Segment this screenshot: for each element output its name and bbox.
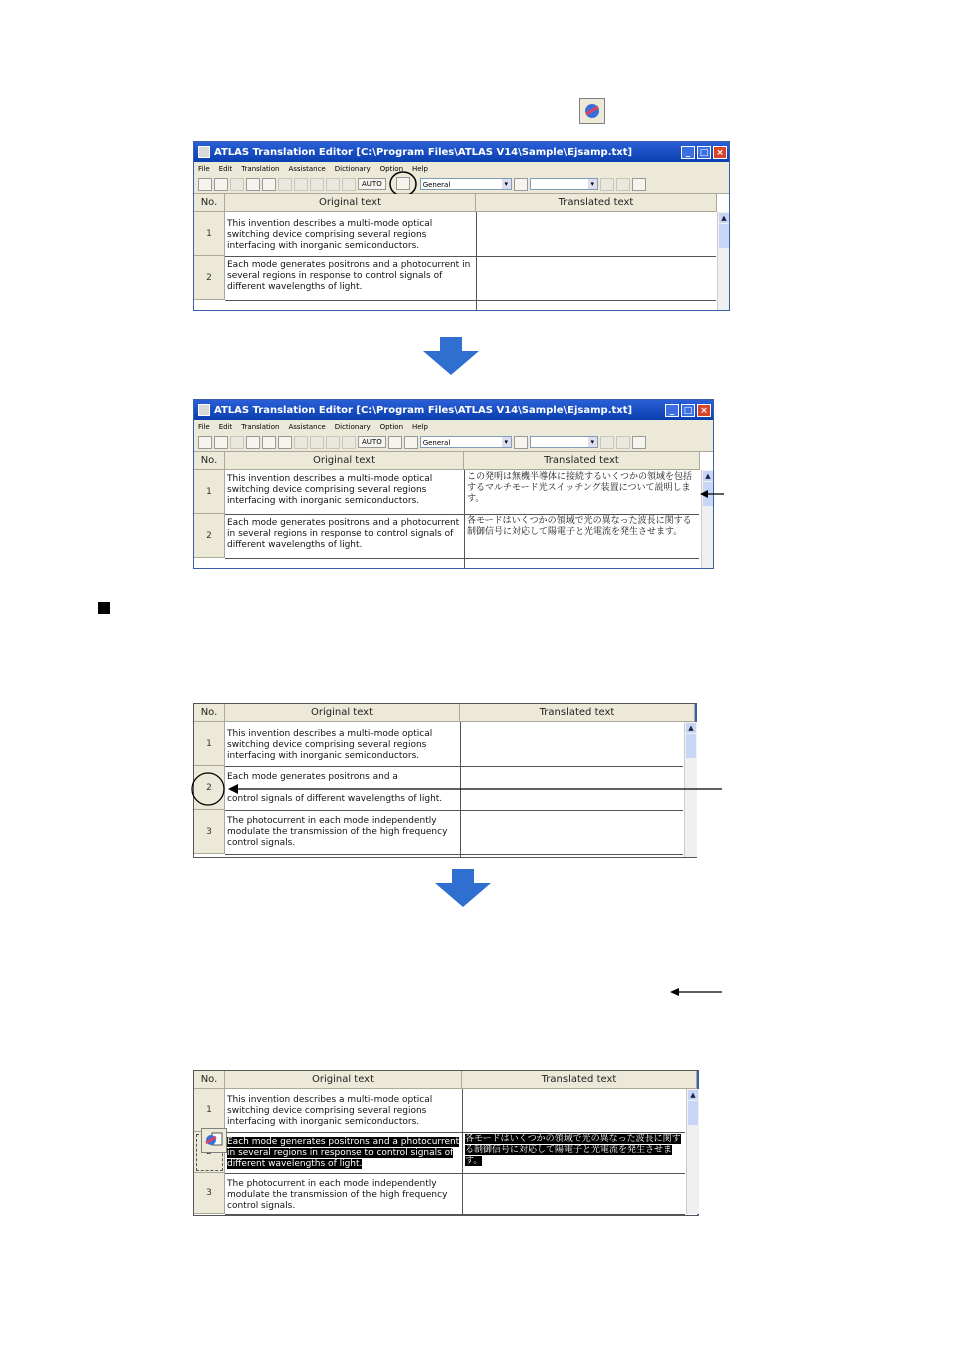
original-cell[interactable]: The photocurrent in each mode independently modulate the transmission of the high frequency control signals. xyxy=(227,1179,448,1211)
col-header-translated: Translated text xyxy=(476,194,717,212)
close-button[interactable]: × xyxy=(697,404,711,417)
original-line: control signals of different wavelengths of light. xyxy=(227,794,443,804)
menu-edit[interactable]: Edit xyxy=(218,164,233,173)
row-highlight-callout xyxy=(188,771,723,807)
col-header-no: No. xyxy=(194,452,225,470)
translated-cell[interactable] xyxy=(463,1173,685,1214)
menu-option[interactable]: Option xyxy=(379,164,404,173)
toolbar xyxy=(194,175,729,194)
translated-cell[interactable] xyxy=(477,212,715,256)
auto-button[interactable]: AUTO xyxy=(358,436,386,448)
menu-translation[interactable]: Translation xyxy=(241,164,280,173)
row-number[interactable]: 2 xyxy=(194,256,225,300)
original-cell[interactable]: Each mode generates positrons and a photocurrent in several regions in response to control signals of different wavelengths of light. xyxy=(227,260,471,292)
open-file-icon[interactable] xyxy=(214,436,228,449)
app-icon xyxy=(198,404,210,416)
paste-icon[interactable] xyxy=(326,178,340,191)
row-number[interactable]: 1 xyxy=(194,722,225,766)
original-cell[interactable]: This invention describes a multi-mode optical switching device comprising several regions interfacing with inorganic semiconductors. xyxy=(227,474,433,506)
minimize-button[interactable]: _ xyxy=(665,404,679,417)
undo-icon[interactable] xyxy=(278,436,292,449)
save-icon[interactable] xyxy=(230,178,244,191)
translated-selected-text: 各モードはいくつかの領域で光の異なった波長に関する制御信号に対応して陽電子と光電流を発生させます。 xyxy=(465,1134,681,1166)
col-header-original: Original text xyxy=(225,452,464,470)
col-header-original: Original text xyxy=(225,1071,462,1089)
col-header-no: No. xyxy=(194,194,225,212)
translated-cell[interactable] xyxy=(477,256,715,300)
original-cell[interactable]: This invention describes a multi-mode optical switching device comprising several regions interfacing with inorganic semiconductors. xyxy=(227,729,433,761)
callout-arrow-icon xyxy=(700,488,724,500)
cut-icon[interactable] xyxy=(294,436,308,449)
auto-button[interactable]: AUTO xyxy=(358,178,386,190)
window-title: ATLAS Translation Editor [C:\Program Files\ATLAS V14\Sample\Ejsamp.txt] xyxy=(214,404,633,416)
original-cell[interactable]: The photocurrent in each mode independently modulate the transmission of the high frequency control signals. xyxy=(227,816,448,848)
down-arrow-icon xyxy=(423,337,479,375)
col-header-translated: Translated text xyxy=(462,1071,697,1089)
search-select[interactable] xyxy=(530,436,598,448)
new-file-icon[interactable] xyxy=(198,436,212,449)
translate-selected-icon[interactable] xyxy=(388,436,402,449)
menu-file[interactable]: File xyxy=(198,422,210,431)
row-number[interactable]: 2 xyxy=(194,766,225,810)
editor-window-after xyxy=(193,399,714,569)
save-icon[interactable] xyxy=(230,436,244,449)
scroll-up-icon[interactable]: ▲ xyxy=(688,1090,698,1100)
translated-cell[interactable] xyxy=(461,722,683,766)
dictionary-select[interactable]: General ▾ xyxy=(420,436,512,448)
copy-icon[interactable] xyxy=(310,436,324,449)
save-all-icon[interactable] xyxy=(246,178,260,191)
translated-cell-selected[interactable] xyxy=(463,1132,685,1173)
menu-translation[interactable]: Translation xyxy=(241,422,280,431)
menu-help[interactable]: Help xyxy=(412,422,428,431)
translated-cell[interactable] xyxy=(463,1089,685,1132)
translation-grid xyxy=(194,452,713,569)
menu-assistance[interactable]: Assistance xyxy=(288,422,326,431)
book-icon[interactable] xyxy=(632,436,646,449)
scroll-thumb[interactable] xyxy=(686,734,696,758)
row-number[interactable]: 1 xyxy=(194,470,225,514)
menu-help[interactable]: Help xyxy=(412,164,428,173)
search-icon[interactable] xyxy=(600,178,614,191)
menu-dictionary[interactable]: Dictionary xyxy=(334,422,371,431)
toolbar xyxy=(194,433,713,452)
maximize-button[interactable]: □ xyxy=(697,146,711,159)
menu-assistance[interactable]: Assistance xyxy=(288,164,326,173)
search-icon[interactable] xyxy=(600,436,614,449)
translation-grid-translated xyxy=(193,1070,699,1216)
col-header-translated: Translated text xyxy=(460,704,695,722)
down-arrow-icon xyxy=(435,869,491,907)
translated-cell[interactable]: この発明は無機半導体に接続するいくつかの領域を包括するマルチモード光スイッチング装置について説明します。 xyxy=(467,472,693,504)
original-selected-text: Each mode generates positrons and a photocurrent in several regions in response to control signals of different wavelengths of light. xyxy=(227,1137,460,1169)
translate-selected-icon[interactable] xyxy=(201,1128,227,1153)
scroll-up-icon[interactable]: ▲ xyxy=(686,723,696,733)
new-file-icon[interactable] xyxy=(198,178,212,191)
save-all-icon[interactable] xyxy=(246,436,260,449)
section-bullet xyxy=(98,602,110,614)
original-cell[interactable]: Each mode generates positrons and a photocurrent in several regions in response to control signals of different wavelengths of light. xyxy=(227,518,460,550)
vertical-scrollbar[interactable] xyxy=(686,1089,699,1214)
dictionary-icon[interactable] xyxy=(514,178,528,191)
dictionary-icon[interactable] xyxy=(514,436,528,449)
app-icon xyxy=(198,146,210,158)
col-header-original: Original text xyxy=(225,194,476,212)
callout-arrow-icon xyxy=(670,986,722,998)
open-file-icon[interactable] xyxy=(214,178,228,191)
row-number[interactable]: 3 xyxy=(194,1173,225,1214)
col-header-no: No. xyxy=(194,704,225,722)
col-header-translated: Translated text xyxy=(464,452,700,470)
translated-cell[interactable] xyxy=(461,810,683,854)
scroll-thumb[interactable] xyxy=(719,224,729,248)
search-next-icon[interactable] xyxy=(616,436,630,449)
vertical-scrollbar[interactable] xyxy=(717,212,730,311)
cut-icon[interactable] xyxy=(294,178,308,191)
search-select[interactable] xyxy=(530,178,598,190)
translated-cell[interactable]: 各モードはいくつかの領域で光の異なった波長に関する制御信号に対応して陽電子と光電流を発生させます。 xyxy=(467,516,692,537)
original-cell[interactable]: This invention describes a multi-mode optical switching device comprising several regions interfacing with inorganic semiconductors. xyxy=(227,219,433,251)
scroll-up-icon[interactable]: ▲ xyxy=(719,213,729,223)
print-icon[interactable] xyxy=(262,178,276,191)
menu-bar xyxy=(194,420,713,433)
undo-icon[interactable] xyxy=(278,178,292,191)
scroll-thumb[interactable] xyxy=(688,1101,698,1125)
translation-grid xyxy=(194,194,729,311)
dictionary-select[interactable]: General ▾ xyxy=(420,178,512,190)
delete-icon[interactable] xyxy=(342,178,356,191)
row-number[interactable]: 3 xyxy=(194,810,225,854)
col-header-no: No. xyxy=(194,1071,225,1089)
row-number[interactable]: 1 xyxy=(194,212,225,256)
window-title: ATLAS Translation Editor [C:\Program Files\ATLAS V14\Sample\Ejsamp.txt] xyxy=(214,146,633,158)
paste-icon[interactable] xyxy=(326,436,340,449)
scroll-up-icon[interactable]: ▲ xyxy=(703,471,713,481)
vertical-scrollbar[interactable] xyxy=(701,470,714,569)
window-titlebar xyxy=(194,142,729,162)
minimize-button[interactable]: _ xyxy=(681,146,695,159)
close-button[interactable]: × xyxy=(713,146,727,159)
translate-icon[interactable] xyxy=(404,436,418,449)
book-icon[interactable] xyxy=(632,178,646,191)
window-titlebar xyxy=(194,400,713,420)
original-cell-selected[interactable] xyxy=(225,1132,462,1173)
menu-file[interactable]: File xyxy=(198,164,210,173)
col-header-original: Original text xyxy=(225,704,460,722)
menu-bar xyxy=(194,162,729,175)
search-next-icon[interactable] xyxy=(616,178,630,191)
menu-edit[interactable]: Edit xyxy=(218,422,233,431)
original-line: Each mode generates positrons and a xyxy=(227,772,398,782)
menu-dictionary[interactable]: Dictionary xyxy=(334,164,371,173)
original-cell[interactable]: This invention describes a multi-mode optical switching device comprising several regions interfacing with inorganic semiconductors. xyxy=(227,1095,433,1127)
maximize-button[interactable]: □ xyxy=(681,404,695,417)
row-number[interactable]: 1 xyxy=(194,1089,225,1132)
editor-window-before xyxy=(193,141,730,311)
copy-icon[interactable] xyxy=(310,178,324,191)
menu-option[interactable]: Option xyxy=(379,422,404,431)
translate-icon[interactable] xyxy=(579,98,605,124)
delete-icon[interactable] xyxy=(342,436,356,449)
row-number[interactable]: 2 xyxy=(194,514,225,558)
print-icon[interactable] xyxy=(262,436,276,449)
